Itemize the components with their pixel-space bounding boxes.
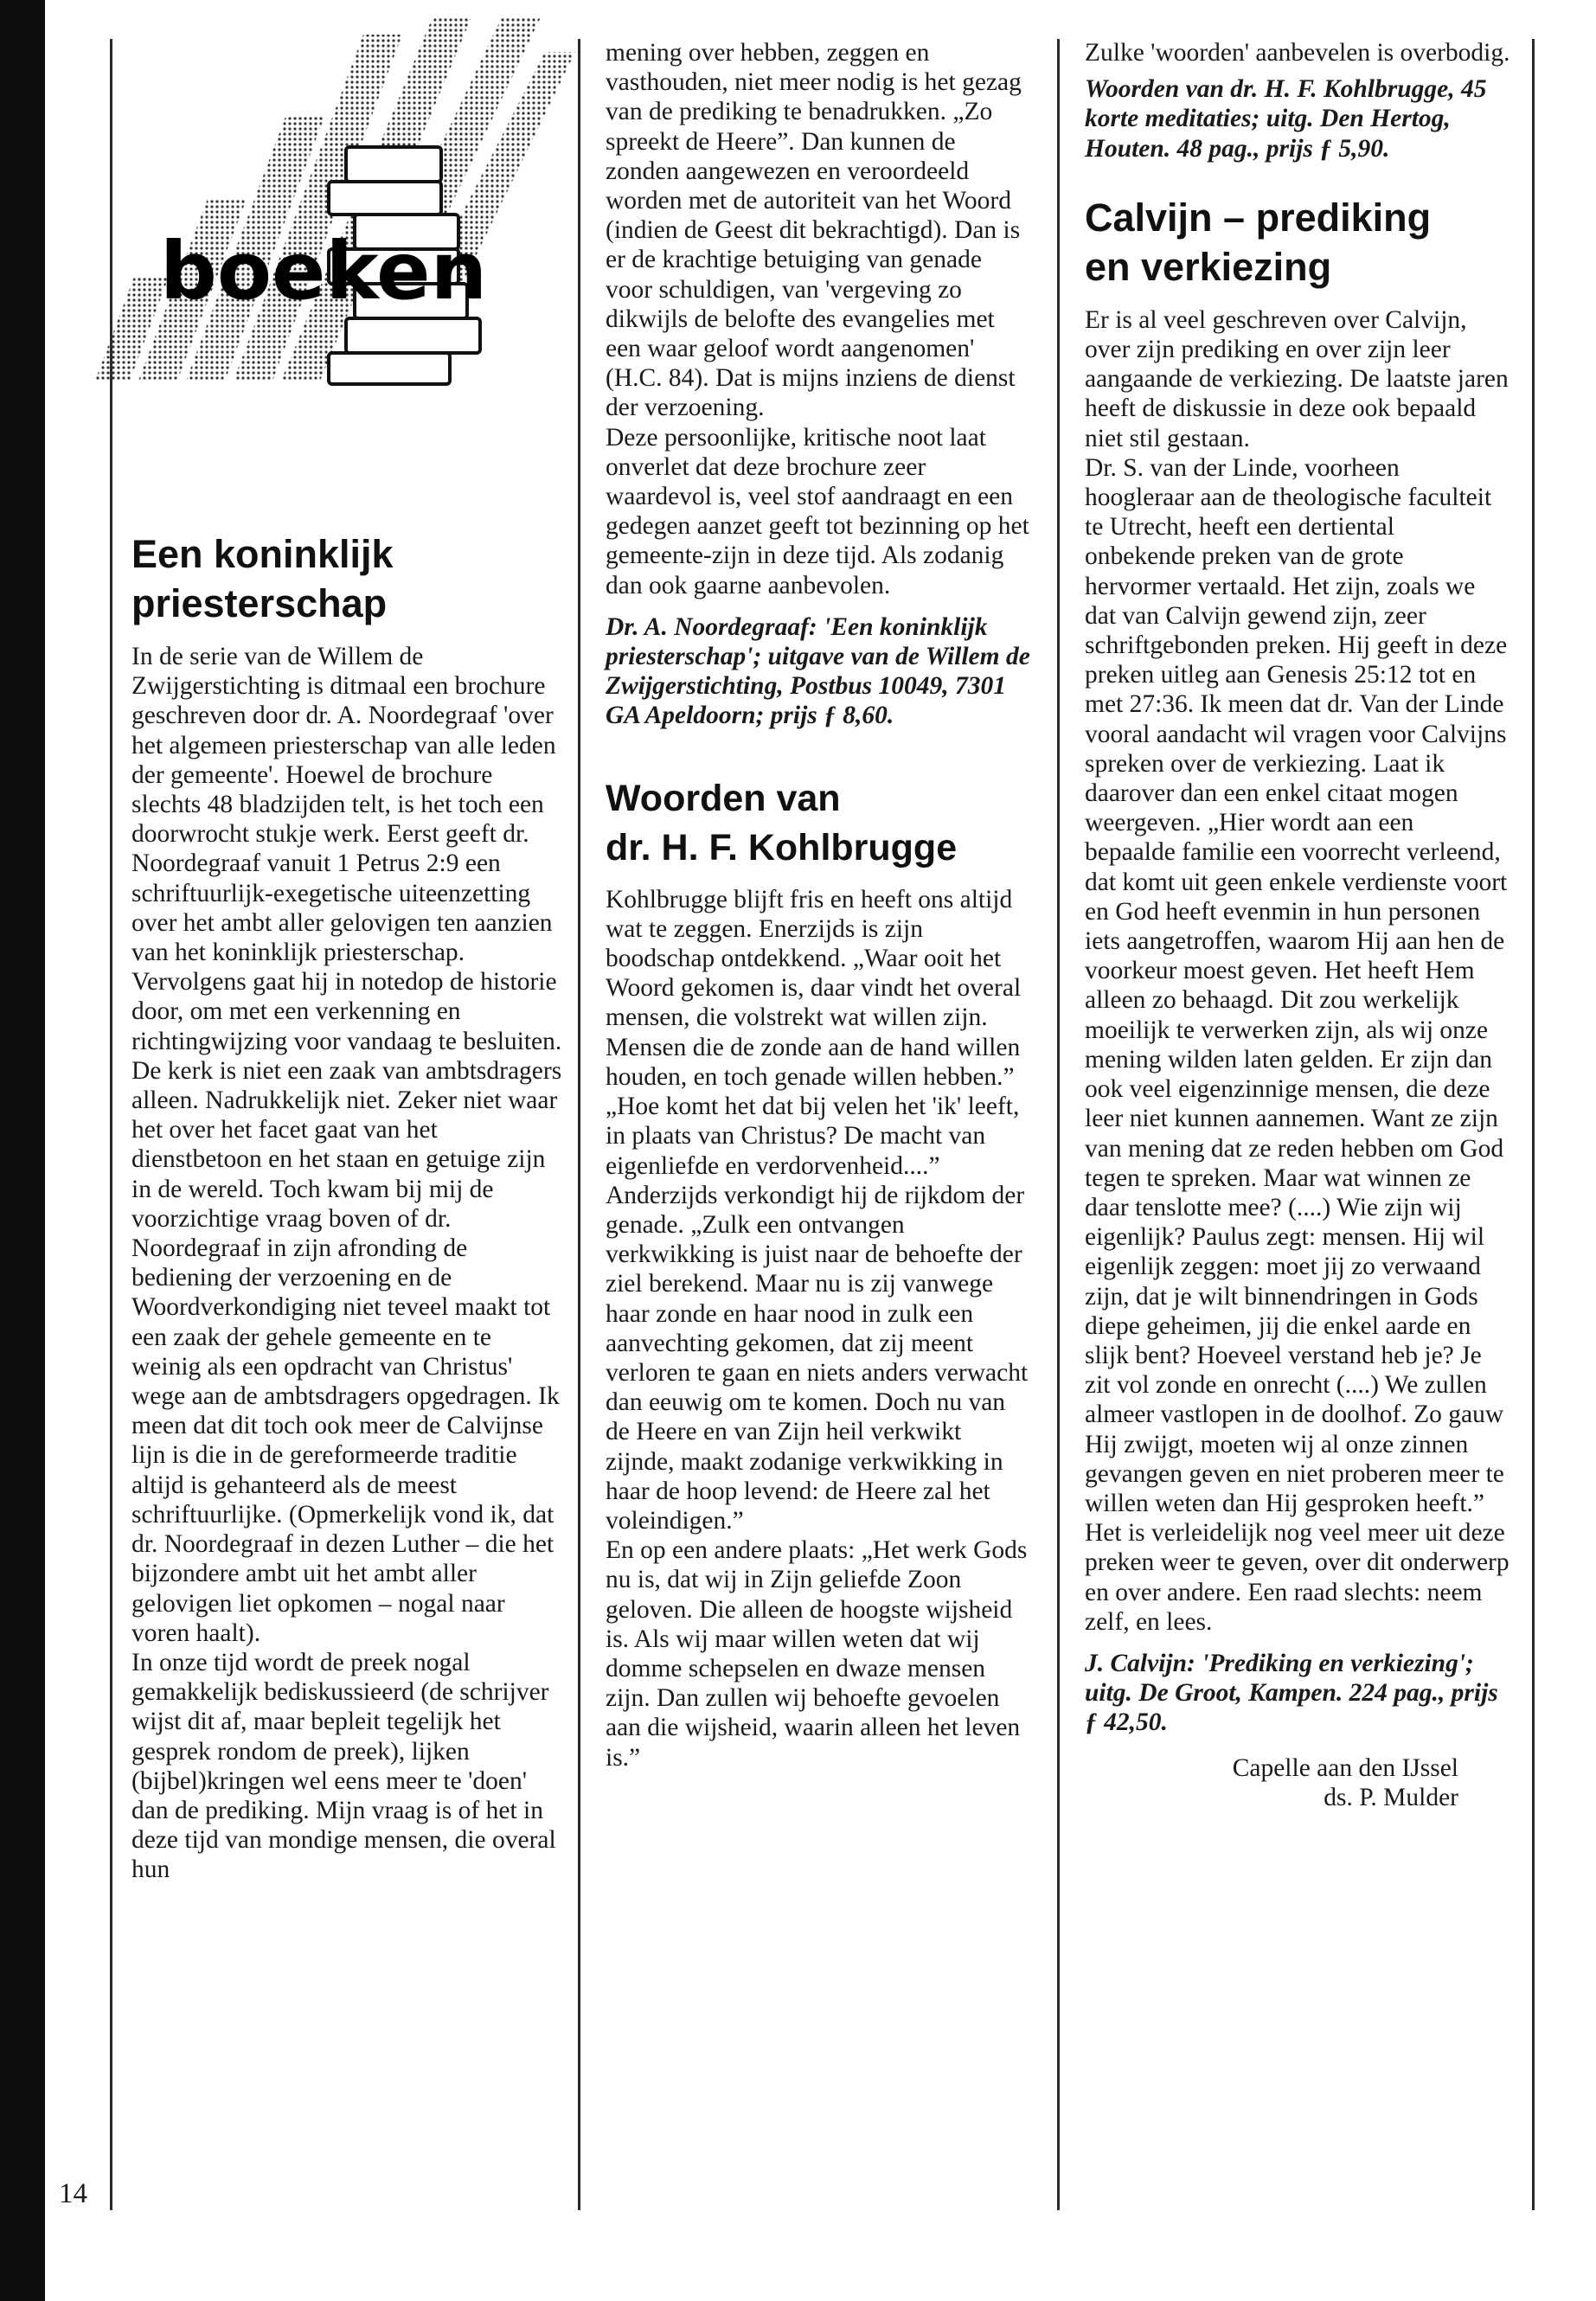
scan-edge <box>0 0 45 2301</box>
book-credit: Woorden van dr. H. F. Kohlbrugge, 45 korte meditaties; uitg. Den Hertog, Houten. 48 pag., prijs ƒ 5,90. <box>1085 75 1487 163</box>
column-3 <box>1085 38 1510 1812</box>
paragraph: In onze tijd wordt de preek nogal gemakkelijk bediskussieerd (de schrijver wijst dit af, maar bepleit tegelijk het gesprek rondom de preek), lijken (bijbel)kringen wel eens meer te 'doen' dan de prediking. Mijn vraag is of het in deze tijd van mondige mensen, die overal hun <box>131 1648 556 1884</box>
boeken-logo <box>95 17 580 398</box>
article-title-kohlbrugge <box>606 774 1031 873</box>
article-title-calvijn <box>1085 193 1510 292</box>
title-line: Woorden van <box>606 777 841 819</box>
title-line: priesterschap <box>131 581 388 625</box>
paragraph: Kohlbrugge blijft fris en heeft ons altijd wat te zeggen. Enerzijds is zijn boodschap ontdekkend. „Waar ooit het Woord gekomen is, daar vindt het overal mensen, die volstrekt wat willen zijn. Mensen die de zonde aan de hand willen houden, en toch genade willen hebben.” „Hoe komt het dat bij velen het 'ik' leeft, in plaats van Christus? De macht van eigenliefde en verdorvenheid....” Anderzijds verkondigt hij de rijkdom der genade. „Zulk een ontvangen verkwikking is juist naar de behoefte der ziel berekend. Maar nu is zij vanwege haar zonde en haar nood in zulk een aanvechting gekomen, dat zij meent verloren te gaan en niets anders verwacht dan eeuwig om te komen. Doch nu van de Heere en van Zijn heil verkwikt zijnde, maakt zodanige verkwikking in haar de hoop levend: de Heere zal het voleindigen.” <box>606 885 1029 1535</box>
paragraph: Zulke 'woorden' aanbevelen is overbodig. <box>1085 39 1510 67</box>
paragraph: De kerk is niet een zaak van ambtsdragers alleen. Nadrukkelijk niet. Zeker niet waar het over het facet gaat van het dienstbetoon en het staan en getuige zijn in de wereld. Toch kwam bij mij de voorzichtige vraag boven of dr. Noordegraaf in zijn afronding de bediening der verzoening en de Woordverkondiging niet teveel maakt tot een zaak der gehele gemeente en te weinig als een opdracht van Christus' wege aan de ambtsdragers opgedragen. Ik meen dat dit toch ook meer de Calvijnse lijn is die in de gereformeerde traditie altijd is gehanteerd als de meest schriftuurlijke. (Opmerkelijk vond ik, dat dr. Noordegraaf in dezen Luther – die het bijzondere ambt uit het ambt aller gelovigen liet opkomen – nogal naar voren haalt). <box>131 1056 562 1647</box>
column-rule-right <box>1532 39 1535 2210</box>
column-1 <box>131 529 562 1885</box>
title-line: Een koninklijk <box>131 532 394 576</box>
signature-place: Capelle aan den IJssel <box>1232 1753 1458 1782</box>
signature-author: ds. P. Mulder <box>1324 1783 1458 1811</box>
paragraph: En op een andere plaats: „Het werk Gods nu is, dat wij in Zijn geliefde Zoon geloven. Die alleen de hoogste wijsheid is. Als wij maar willen weten dat wij domme schepselen en dwaze mensen zijn. Dan zullen wij behoefte gevoelen aan die wijsheid, waarin alleen het leven is.” <box>606 1536 1028 1772</box>
article-title-priesterschap <box>131 529 562 628</box>
paragraph: mening over hebben, zeggen en vasthouden, niet meer nodig is het gezag van de prediking te benadrukken. „Zo spreekt de Heere”. Dan kunnen de zonden aangewezen en veroordeeld worden met de autoriteit van het Woord (indien de Geest dit bekrachtigd). Dan is er de krachtige betuiging van genade voor schuldigen, van 'vergeving zo dikwijls de belofte des evangelies met een waar geloof wordt aangenomen' (H.C. 84). Dat is mijns inziens de dienst der verzoening. <box>606 39 1022 422</box>
book-credit: J. Calvijn: 'Prediking en verkiezing'; uitg. De Groot, Kampen. 224 pag., prijs ƒ 42,50. <box>1085 1649 1498 1737</box>
title-line: en verkiezing <box>1085 244 1332 289</box>
logo-label: boeken <box>160 225 488 317</box>
paragraph: Het is verleidelijk nog veel meer uit deze preken weer te geven, over dit onderwerp en over andere. Een raad slechts: neem zelf, en lees. <box>1085 1519 1509 1636</box>
book-credit: Dr. A. Noordegraaf: 'Een koninklijk priesterschap'; uitgave van de Willem de Zwijgerstichting, Postbus 10049, 7301 GA Apeldoorn; prijs ƒ 8,60. <box>606 612 1030 730</box>
page-number: 14 <box>59 2178 87 2209</box>
title-line: dr. H. F. Kohlbrugge <box>606 826 958 868</box>
paragraph: Er is al veel geschreven over Calvijn, over zijn prediking en over zijn leer aangaande de verkiezing. De laatste jaren heeft de diskussie in deze ook bepaald niet stil gestaan. <box>1085 305 1509 452</box>
paragraph: Dr. S. van der Linde, voorheen hoogleraar aan de theologische faculteit te Utrecht, heeft een dertiental onbekende preken van de grote hervormer vertaald. Het zijn, zoals we dat van Calvijn gewend zijn, zeer schriftgebonden preken. Hij geeft in deze preken uitleg aan Genesis 25:12 tot en met 27:36. Ik meen dat dr. Van der Linde vooral aandacht wil vragen voor Calvijns spreken over de verkiezing. Laat ik daarover dan een enkel citaat mogen weergeven. „Hier wordt aan een bepaalde familie een voorrecht verleend, dat komt uit geen enkele verdienste voort en God heeft evenmin in hun personen iets aangetroffen, waarom Hij aan hen de voorkeur moest geven. Het heeft Hem alleen zo behaagd. Dit zou werkelijk moeilijk te verwerken zijn, als wij onze mening wilden laten gelden. Er zijn dan ook veel eigenzinnige mensen, die deze leer niet kunnen aannemen. Want ze zijn van mening dat ze reden hebben om God tegen te spreken. Maar wat winnen ze daar tenslotte mee? (....) Wie zijn wij eigenlijk? Paulus zegt: mensen. Hij wil eigenlijk zeggen: moet jij zo verwaand zijn, dat je wilt binnendringen in Gods diepe geheimen, jij die enkel aarde en slijk bent? Hoeveel verstand heb je? Je zit vol zonde en onrecht (....) We zullen almeer vastlopen in de doolhof. Zo gauw Hij zwijgt, moeten wij al onze zinnen gevangen geven en niet proberen meer te willen weten dan Hij gesproken heeft.” <box>1085 453 1508 1517</box>
column-2 <box>606 38 1031 1772</box>
paragraph: In de serie van de Willem de Zwijgerstichting is ditmaal een brochure geschreven door dr. A. Noordegraaf 'over het algemeen priesterschap van alle leden der gemeente'. Hoewel de brochure slechts 48 bladzijden telt, is het toch een doorwrocht stukje werk. Eerst geeft dr. Noordegraaf vanuit 1 Petrus 2:9 een schriftuurlijk-exegetische uiteenzetting over het ambt aller gelovigen ten aanzien van het koninklijk priesterschap. Vervolgens gaat hij in notedop de historie door, om met een verkenning en richtingwijzing voor vandaag te besluiten. <box>131 643 562 1055</box>
paragraph: Deze persoonlijke, kritische noot laat onverlet dat deze brochure zeer waardevol is, veel stof aandraagt en een gedegen aanzet geeft tot bezinning op het gemeente-zijn in deze tijd. Als zodanig dan ook gaarne aanbevolen. <box>606 423 1029 599</box>
column-rule-2 <box>1057 39 1060 2210</box>
signature <box>1085 1753 1510 1812</box>
title-line: Calvijn – prediking <box>1085 195 1432 240</box>
